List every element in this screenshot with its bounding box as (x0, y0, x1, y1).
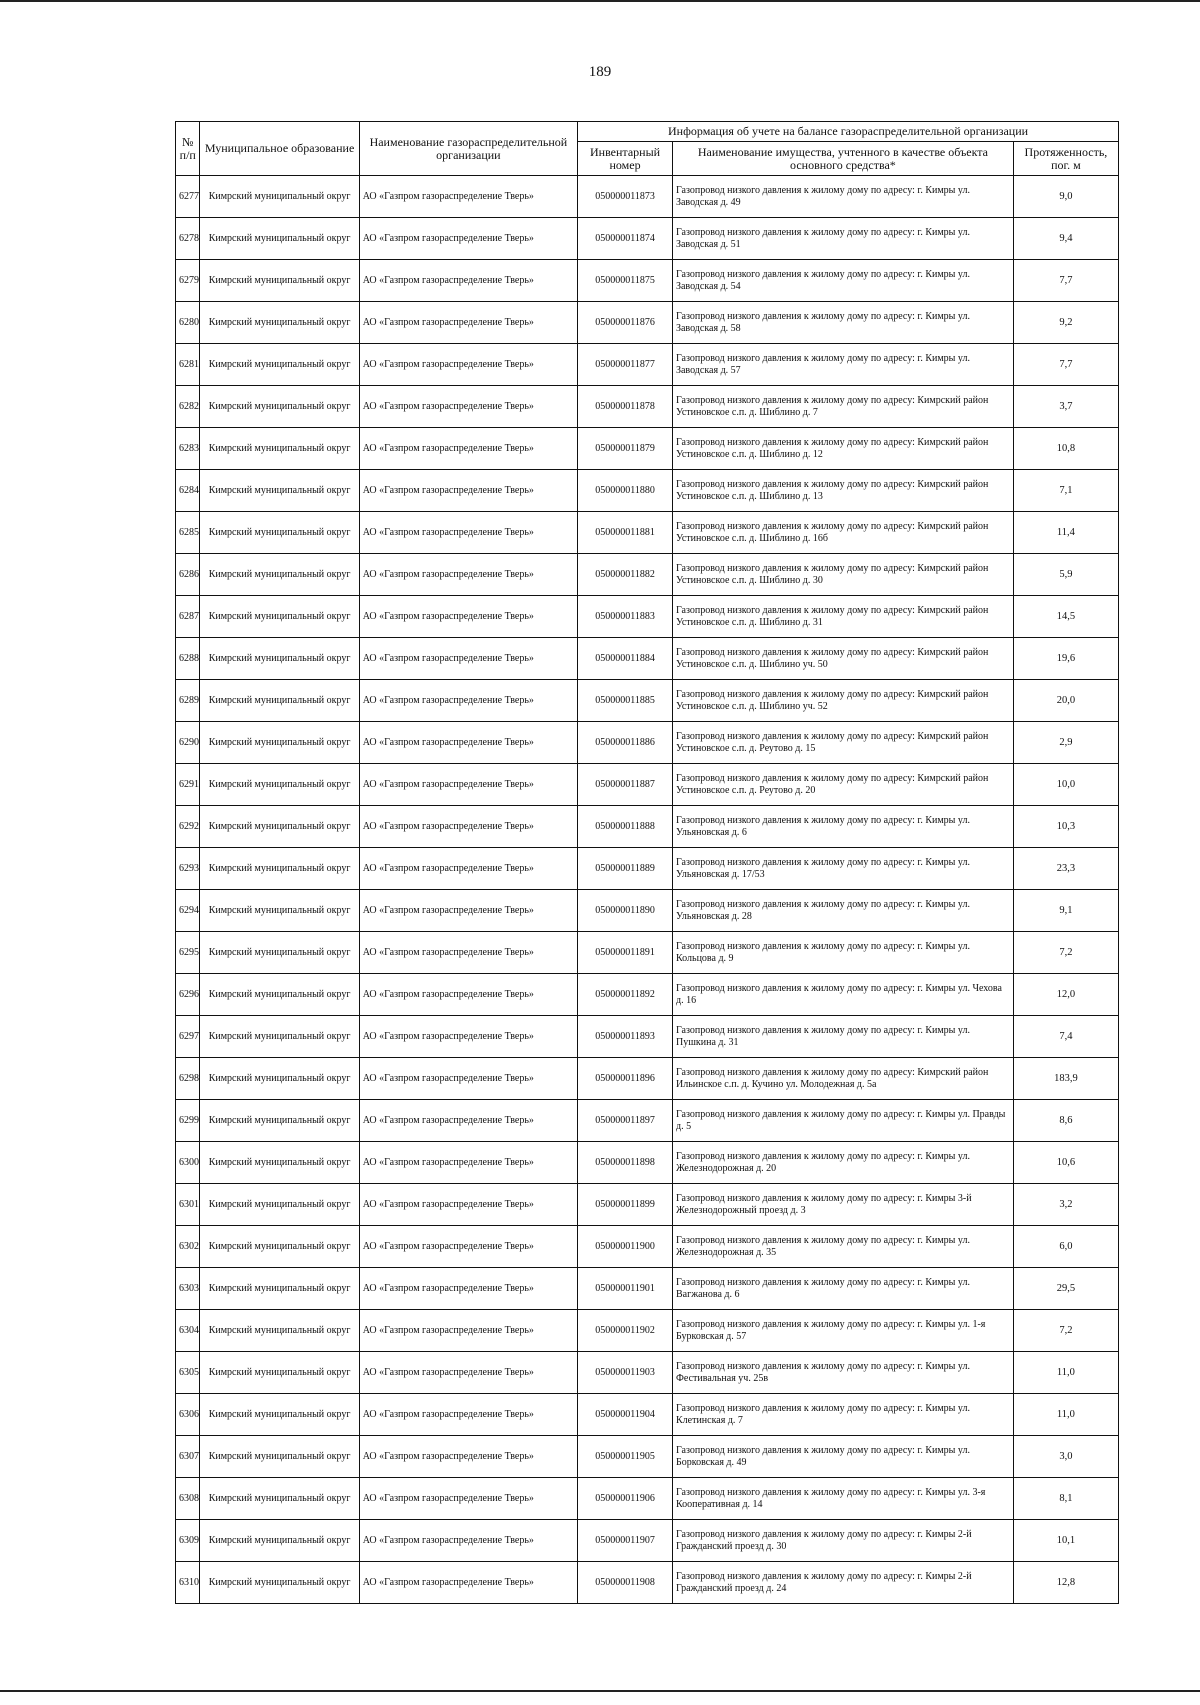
cell-length: 10,6 (1013, 1142, 1118, 1184)
cell-num: 6282 (176, 386, 200, 428)
cell-municipality: Кимрский муниципальный округ (200, 218, 359, 260)
cell-municipality: Кимрский муниципальный округ (200, 1562, 359, 1604)
cell-organization: АО «Газпром газораспределение Тверь» (359, 596, 577, 638)
cell-num: 6302 (176, 1226, 200, 1268)
cell-length: 5,9 (1013, 554, 1118, 596)
cell-length: 7,7 (1013, 260, 1118, 302)
cell-municipality: Кимрский муниципальный округ (200, 1268, 359, 1310)
cell-organization: АО «Газпром газораспределение Тверь» (359, 1058, 577, 1100)
cell-organization: АО «Газпром газораспределение Тверь» (359, 974, 577, 1016)
cell-description: Газопровод низкого давления к жилому дому по адресу: г. Кимры ул. Фестивальная уч. 25в (672, 1352, 1013, 1394)
header-balance-info: Информация об учете на балансе газораспределительной организации (578, 122, 1119, 142)
cell-organization: АО «Газпром газораспределение Тверь» (359, 1394, 577, 1436)
cell-length: 10,8 (1013, 428, 1118, 470)
cell-organization: АО «Газпром газораспределение Тверь» (359, 680, 577, 722)
table-row (176, 932, 1119, 974)
cell-municipality: Кимрский муниципальный округ (200, 1100, 359, 1142)
cell-inventory: 050000011891 (578, 932, 673, 974)
cell-length: 29,5 (1013, 1268, 1118, 1310)
cell-description: Газопровод низкого давления к жилому дому по адресу: г. Кимры 3-й Железнодорожный проезд д. 3 (672, 1184, 1013, 1226)
cell-inventory: 050000011902 (578, 1310, 673, 1352)
cell-municipality: Кимрский муниципальный округ (200, 176, 359, 218)
table-row (176, 470, 1119, 512)
table-row (176, 1394, 1119, 1436)
cell-length: 19,6 (1013, 638, 1118, 680)
cell-num: 6292 (176, 806, 200, 848)
cell-num: 6295 (176, 932, 200, 974)
cell-length: 3,7 (1013, 386, 1118, 428)
cell-length: 9,4 (1013, 218, 1118, 260)
cell-inventory: 050000011875 (578, 260, 673, 302)
cell-num: 6283 (176, 428, 200, 470)
cell-description: Газопровод низкого давления к жилому дому по адресу: Кимрский район Устиновское с.п. д. Шиблино д. 7 (672, 386, 1013, 428)
cell-municipality: Кимрский муниципальный округ (200, 428, 359, 470)
cell-organization: АО «Газпром газораспределение Тверь» (359, 176, 577, 218)
cell-municipality: Кимрский муниципальный округ (200, 722, 359, 764)
cell-inventory: 050000011890 (578, 890, 673, 932)
cell-description: Газопровод низкого давления к жилому дому по адресу: г. Кимры ул. Ульяновская д. 28 (672, 890, 1013, 932)
cell-municipality: Кимрский муниципальный округ (200, 1058, 359, 1100)
cell-description: Газопровод низкого давления к жилому дому по адресу: г. Кимры 2-й Гражданский проезд д. 24 (672, 1562, 1013, 1604)
cell-length: 2,9 (1013, 722, 1118, 764)
cell-length: 10,3 (1013, 806, 1118, 848)
table-row (176, 680, 1119, 722)
table-row (176, 554, 1119, 596)
cell-length: 7,2 (1013, 932, 1118, 974)
table-row (176, 218, 1119, 260)
cell-length: 6,0 (1013, 1226, 1118, 1268)
cell-description: Газопровод низкого давления к жилому дому по адресу: Кимрский район Ильинское с.п. д. Кучино ул. Молодежная д. 5а (672, 1058, 1013, 1100)
cell-inventory: 050000011880 (578, 470, 673, 512)
cell-description: Газопровод низкого давления к жилому дому по адресу: г. Кимры ул. Клетинская д. 7 (672, 1394, 1013, 1436)
cell-inventory: 050000011892 (578, 974, 673, 1016)
cell-organization: АО «Газпром газораспределение Тверь» (359, 1016, 577, 1058)
cell-inventory: 050000011896 (578, 1058, 673, 1100)
cell-num: 6306 (176, 1394, 200, 1436)
cell-num: 6287 (176, 596, 200, 638)
cell-length: 9,0 (1013, 176, 1118, 218)
cell-municipality: Кимрский муниципальный округ (200, 386, 359, 428)
cell-num: 6288 (176, 638, 200, 680)
table-header (176, 122, 1119, 176)
cell-organization: АО «Газпром газораспределение Тверь» (359, 1436, 577, 1478)
cell-description: Газопровод низкого давления к жилому дому по адресу: г. Кимры ул. Заводская д. 51 (672, 218, 1013, 260)
cell-municipality: Кимрский муниципальный округ (200, 638, 359, 680)
cell-description: Газопровод низкого давления к жилому дому по адресу: г. Кимры ул. 3-я Кооперативная д. 14 (672, 1478, 1013, 1520)
cell-length: 7,7 (1013, 344, 1118, 386)
cell-description: Газопровод низкого давления к жилому дому по адресу: г. Кимры ул. Вагжанова д. 6 (672, 1268, 1013, 1310)
cell-description: Газопровод низкого давления к жилому дому по адресу: г. Кимры ул. Ульяновская д. 6 (672, 806, 1013, 848)
cell-inventory: 050000011878 (578, 386, 673, 428)
cell-inventory: 050000011887 (578, 764, 673, 806)
cell-organization: АО «Газпром газораспределение Тверь» (359, 512, 577, 554)
table-row (176, 806, 1119, 848)
table-row (176, 890, 1119, 932)
cell-description: Газопровод низкого давления к жилому дому по адресу: Кимрский район Устиновское с.п. д. Шиблино д. 13 (672, 470, 1013, 512)
cell-municipality: Кимрский муниципальный округ (200, 1394, 359, 1436)
cell-length: 20,0 (1013, 680, 1118, 722)
cell-length: 8,1 (1013, 1478, 1118, 1520)
header-municipality: Муниципальное образование (200, 122, 359, 176)
cell-description: Газопровод низкого давления к жилому дому по адресу: г. Кимры ул. Кольцова д. 9 (672, 932, 1013, 974)
cell-organization: АО «Газпром газораспределение Тверь» (359, 1310, 577, 1352)
header-length: Протяженность, пог. м (1013, 142, 1118, 176)
cell-length: 7,1 (1013, 470, 1118, 512)
table-row (176, 1436, 1119, 1478)
cell-inventory: 050000011879 (578, 428, 673, 470)
cell-organization: АО «Газпром газораспределение Тверь» (359, 386, 577, 428)
cell-organization: АО «Газпром газораспределение Тверь» (359, 470, 577, 512)
table-row (176, 302, 1119, 344)
cell-inventory: 050000011881 (578, 512, 673, 554)
cell-organization: АО «Газпром газораспределение Тверь» (359, 890, 577, 932)
cell-num: 6301 (176, 1184, 200, 1226)
cell-organization: АО «Газпром газораспределение Тверь» (359, 764, 577, 806)
cell-description: Газопровод низкого давления к жилому дому по адресу: г. Кимры ул. Правды д. 5 (672, 1100, 1013, 1142)
cell-num: 6284 (176, 470, 200, 512)
table-row (176, 1142, 1119, 1184)
cell-description: Газопровод низкого давления к жилому дому по адресу: Кимрский район Устиновское с.п. д. Реутово д. 15 (672, 722, 1013, 764)
cell-num: 6309 (176, 1520, 200, 1562)
cell-inventory: 050000011874 (578, 218, 673, 260)
table-row (176, 1352, 1119, 1394)
cell-num: 6305 (176, 1352, 200, 1394)
cell-description: Газопровод низкого давления к жилому дому по адресу: г. Кимры 2-й Гражданский проезд д. 30 (672, 1520, 1013, 1562)
cell-inventory: 050000011877 (578, 344, 673, 386)
table-row (176, 512, 1119, 554)
cell-num: 6303 (176, 1268, 200, 1310)
table-row (176, 848, 1119, 890)
cell-organization: АО «Газпром газораспределение Тверь» (359, 1142, 577, 1184)
cell-num: 6280 (176, 302, 200, 344)
cell-municipality: Кимрский муниципальный округ (200, 1226, 359, 1268)
table-row (176, 1058, 1119, 1100)
cell-municipality: Кимрский муниципальный округ (200, 1436, 359, 1478)
cell-municipality: Кимрский муниципальный округ (200, 1352, 359, 1394)
cell-description: Газопровод низкого давления к жилому дому по адресу: Кимрский район Устиновское с.п. д. Шиблино д. 16б (672, 512, 1013, 554)
cell-length: 11,0 (1013, 1352, 1118, 1394)
cell-description: Газопровод низкого давления к жилому дому по адресу: г. Кимры ул. Заводская д. 57 (672, 344, 1013, 386)
cell-length: 8,6 (1013, 1100, 1118, 1142)
cell-description: Газопровод низкого давления к жилому дому по адресу: г. Кимры ул. Заводская д. 49 (672, 176, 1013, 218)
table-row (176, 1100, 1119, 1142)
cell-description: Газопровод низкого давления к жилому дому по адресу: г. Кимры ул. Чехова д. 16 (672, 974, 1013, 1016)
cell-num: 6281 (176, 344, 200, 386)
cell-num: 6286 (176, 554, 200, 596)
cell-organization: АО «Газпром газораспределение Тверь» (359, 1226, 577, 1268)
cell-length: 183,9 (1013, 1058, 1118, 1100)
cell-num: 6291 (176, 764, 200, 806)
table-row (176, 386, 1119, 428)
cell-num: 6297 (176, 1016, 200, 1058)
cell-municipality: Кимрский муниципальный округ (200, 1310, 359, 1352)
cell-num: 6289 (176, 680, 200, 722)
cell-num: 6285 (176, 512, 200, 554)
cell-num: 6308 (176, 1478, 200, 1520)
cell-municipality: Кимрский муниципальный округ (200, 848, 359, 890)
cell-municipality: Кимрский муниципальный округ (200, 596, 359, 638)
table-row (176, 722, 1119, 764)
table-row (176, 1016, 1119, 1058)
cell-inventory: 050000011883 (578, 596, 673, 638)
cell-municipality: Кимрский муниципальный округ (200, 932, 359, 974)
cell-organization: АО «Газпром газораспределение Тверь» (359, 722, 577, 764)
cell-municipality: Кимрский муниципальный округ (200, 554, 359, 596)
cell-inventory: 050000011908 (578, 1562, 673, 1604)
header-organization: Наименование газораспределительной организации (359, 122, 577, 176)
table-row (176, 1310, 1119, 1352)
cell-inventory: 050000011904 (578, 1394, 673, 1436)
cell-organization: АО «Газпром газораспределение Тверь» (359, 554, 577, 596)
cell-description: Газопровод низкого давления к жилому дому по адресу: г. Кимры ул. Борковская д. 49 (672, 1436, 1013, 1478)
cell-description: Газопровод низкого давления к жилому дому по адресу: Кимрский район Устиновское с.п. д. Шиблино д. 30 (672, 554, 1013, 596)
cell-num: 6298 (176, 1058, 200, 1100)
cell-inventory: 050000011897 (578, 1100, 673, 1142)
table-row (176, 260, 1119, 302)
cell-description: Газопровод низкого давления к жилому дому по адресу: г. Кимры ул. Железнодорожная д. 35 (672, 1226, 1013, 1268)
cell-organization: АО «Газпром газораспределение Тверь» (359, 428, 577, 470)
cell-num: 6279 (176, 260, 200, 302)
cell-inventory: 050000011898 (578, 1142, 673, 1184)
cell-organization: АО «Газпром газораспределение Тверь» (359, 1268, 577, 1310)
cell-organization: АО «Газпром газораспределение Тверь» (359, 302, 577, 344)
cell-length: 11,0 (1013, 1394, 1118, 1436)
cell-inventory: 050000011873 (578, 176, 673, 218)
cell-municipality: Кимрский муниципальный округ (200, 1520, 359, 1562)
cell-organization: АО «Газпром газораспределение Тверь» (359, 1520, 577, 1562)
cell-inventory: 050000011889 (578, 848, 673, 890)
cell-organization: АО «Газпром газораспределение Тверь» (359, 1562, 577, 1604)
cell-inventory: 050000011893 (578, 1016, 673, 1058)
cell-description: Газопровод низкого давления к жилому дому по адресу: Кимрский район Устиновское с.п. д. Шиблино уч. 50 (672, 638, 1013, 680)
cell-organization: АО «Газпром газораспределение Тверь» (359, 1478, 577, 1520)
cell-organization: АО «Газпром газораспределение Тверь» (359, 344, 577, 386)
cell-length: 7,4 (1013, 1016, 1118, 1058)
cell-length: 12,8 (1013, 1562, 1118, 1604)
cell-organization: АО «Газпром газораспределение Тверь» (359, 806, 577, 848)
cell-description: Газопровод низкого давления к жилому дому по адресу: г. Кимры ул. Ульяновская д. 17/53 (672, 848, 1013, 890)
table-row (176, 176, 1119, 218)
cell-municipality: Кимрский муниципальный округ (200, 1184, 359, 1226)
header-num: № п/п (176, 122, 200, 176)
cell-length: 3,0 (1013, 1436, 1118, 1478)
cell-description: Газопровод низкого давления к жилому дому по адресу: г. Кимры ул. Железнодорожная д. 20 (672, 1142, 1013, 1184)
cell-municipality: Кимрский муниципальный округ (200, 764, 359, 806)
header-property: Наименование имущества, учтенного в качестве объекта основного средства* (672, 142, 1013, 176)
table-row (176, 1562, 1119, 1604)
table-row (176, 344, 1119, 386)
scan-bottom-edge (0, 1690, 1200, 1692)
table-row (176, 1226, 1119, 1268)
cell-municipality: Кимрский муниципальный округ (200, 806, 359, 848)
cell-inventory: 050000011907 (578, 1520, 673, 1562)
cell-municipality: Кимрский муниципальный округ (200, 1016, 359, 1058)
table-row (176, 428, 1119, 470)
table-row (176, 638, 1119, 680)
cell-municipality: Кимрский муниципальный округ (200, 680, 359, 722)
scan-top-edge (0, 0, 1200, 2)
header-inventory: Инвентарный номер (578, 142, 673, 176)
cell-description: Газопровод низкого давления к жилому дому по адресу: г. Кимры ул. Заводская д. 54 (672, 260, 1013, 302)
table-row (176, 974, 1119, 1016)
cell-inventory: 050000011903 (578, 1352, 673, 1394)
cell-length: 11,4 (1013, 512, 1118, 554)
cell-organization: АО «Газпром газораспределение Тверь» (359, 260, 577, 302)
registry-table (175, 121, 1119, 1604)
cell-length: 9,1 (1013, 890, 1118, 932)
cell-num: 6296 (176, 974, 200, 1016)
cell-organization: АО «Газпром газораспределение Тверь» (359, 218, 577, 260)
cell-municipality: Кимрский муниципальный округ (200, 1478, 359, 1520)
cell-municipality: Кимрский муниципальный округ (200, 260, 359, 302)
cell-description: Газопровод низкого давления к жилому дому по адресу: г. Кимры ул. Пушкина д. 31 (672, 1016, 1013, 1058)
cell-inventory: 050000011906 (578, 1478, 673, 1520)
cell-municipality: Кимрский муниципальный округ (200, 470, 359, 512)
cell-inventory: 050000011884 (578, 638, 673, 680)
cell-municipality: Кимрский муниципальный округ (200, 890, 359, 932)
cell-description: Газопровод низкого давления к жилому дому по адресу: Кимрский район Устиновское с.п. д. Шиблино уч. 52 (672, 680, 1013, 722)
cell-num: 6293 (176, 848, 200, 890)
cell-description: Газопровод низкого давления к жилому дому по адресу: Кимрский район Устиновское с.п. д. Шиблино д. 12 (672, 428, 1013, 470)
cell-num: 6290 (176, 722, 200, 764)
cell-length: 14,5 (1013, 596, 1118, 638)
cell-inventory: 050000011888 (578, 806, 673, 848)
cell-organization: АО «Газпром газораспределение Тверь» (359, 932, 577, 974)
table-row (176, 764, 1119, 806)
cell-municipality: Кимрский муниципальный округ (200, 1142, 359, 1184)
cell-inventory: 050000011885 (578, 680, 673, 722)
cell-organization: АО «Газпром газораспределение Тверь» (359, 1100, 577, 1142)
cell-municipality: Кимрский муниципальный округ (200, 974, 359, 1016)
cell-num: 6307 (176, 1436, 200, 1478)
cell-length: 3,2 (1013, 1184, 1118, 1226)
cell-description: Газопровод низкого давления к жилому дому по адресу: г. Кимры ул. Заводская д. 58 (672, 302, 1013, 344)
cell-length: 23,3 (1013, 848, 1118, 890)
table-body (176, 176, 1119, 1604)
cell-num: 6294 (176, 890, 200, 932)
table-row (176, 1184, 1119, 1226)
cell-length: 10,0 (1013, 764, 1118, 806)
table-row (176, 1520, 1119, 1562)
cell-organization: АО «Газпром газораспределение Тверь» (359, 848, 577, 890)
cell-length: 9,2 (1013, 302, 1118, 344)
cell-municipality: Кимрский муниципальный округ (200, 344, 359, 386)
cell-inventory: 050000011876 (578, 302, 673, 344)
cell-organization: АО «Газпром газораспределение Тверь» (359, 1352, 577, 1394)
cell-inventory: 050000011901 (578, 1268, 673, 1310)
cell-description: Газопровод низкого давления к жилому дому по адресу: Кимрский район Устиновское с.п. д. Шиблино д. 31 (672, 596, 1013, 638)
cell-num: 6310 (176, 1562, 200, 1604)
cell-description: Газопровод низкого давления к жилому дому по адресу: Кимрский район Устиновское с.п. д. Реутово д. 20 (672, 764, 1013, 806)
cell-length: 7,2 (1013, 1310, 1118, 1352)
cell-municipality: Кимрский муниципальный округ (200, 512, 359, 554)
cell-length: 10,1 (1013, 1520, 1118, 1562)
cell-description: Газопровод низкого давления к жилому дому по адресу: г. Кимры ул. 1-я Бурковская д. 57 (672, 1310, 1013, 1352)
cell-num: 6299 (176, 1100, 200, 1142)
cell-num: 6277 (176, 176, 200, 218)
cell-municipality: Кимрский муниципальный округ (200, 302, 359, 344)
cell-organization: АО «Газпром газораспределение Тверь» (359, 1184, 577, 1226)
cell-length: 12,0 (1013, 974, 1118, 1016)
table-row (176, 1478, 1119, 1520)
cell-num: 6278 (176, 218, 200, 260)
cell-inventory: 050000011899 (578, 1184, 673, 1226)
table-row (176, 1268, 1119, 1310)
cell-inventory: 050000011905 (578, 1436, 673, 1478)
cell-inventory: 050000011886 (578, 722, 673, 764)
table-row (176, 596, 1119, 638)
cell-inventory: 050000011900 (578, 1226, 673, 1268)
cell-organization: АО «Газпром газораспределение Тверь» (359, 638, 577, 680)
page-number: 189 (588, 64, 612, 80)
cell-num: 6300 (176, 1142, 200, 1184)
cell-inventory: 050000011882 (578, 554, 673, 596)
cell-num: 6304 (176, 1310, 200, 1352)
